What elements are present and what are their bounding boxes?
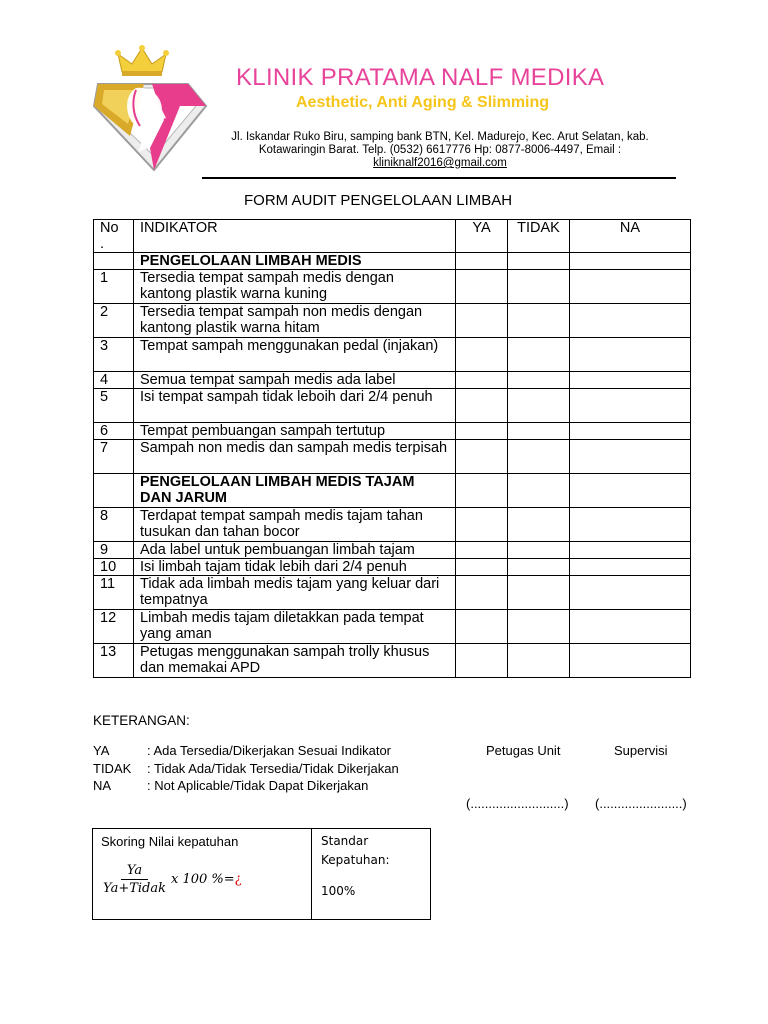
row-indikator: Sampah non medis dan sampah medis terpisah [134,440,456,474]
na-checkbox-cell[interactable] [570,338,691,372]
ya-checkbox-cell[interactable] [456,270,508,304]
tidak-checkbox-cell[interactable] [508,372,570,389]
row-number: 4 [94,372,134,389]
scoring-title: Skoring Nilai kepatuhan [101,834,239,849]
row-indikator: Tersedia tempat sampah medis dengan kantong plastik warna kuning [134,270,456,304]
legend-code-tidak: TIDAK [93,761,132,776]
row-number: 2 [94,304,134,338]
row-number: 1 [94,270,134,304]
legend-code-na: NA [93,778,112,793]
row-indikator: PENGELOLAAN LIMBAH MEDIS TAJAM DAN JARUM [134,474,456,508]
header-divider [202,177,676,179]
section-row [94,253,691,270]
legend-desc-ya: : Ada Tersedia/Dikerjakan Sesuai Indikator [147,743,392,758]
ya-checkbox-cell [456,253,508,270]
row-number: 7 [94,440,134,474]
tidak-checkbox-cell[interactable] [508,559,570,576]
address-line-1: Jl. Iskandar Ruko Biru, samping bank BTN, Kel. Madurejo, Kec. Arut Selatan, kab. [231,131,649,143]
na-checkbox-cell[interactable] [570,559,691,576]
ya-checkbox-cell[interactable] [456,389,508,423]
na-checkbox-cell[interactable] [570,644,691,678]
row-indikator: Semua tempat sampah medis ada label [134,372,456,389]
formula-numerator: Ya [121,863,148,880]
petugas-signature-blank: (..........................) [466,796,569,811]
row-indikator: Isi tempat sampah tidak leboih dari 2/4 penuh [134,389,456,423]
ya-checkbox-cell[interactable] [456,338,508,372]
legend-desc-tidak: : Tidak Ada/Tidak Tersedia/Tidak Dikerjakan [147,761,399,776]
row-number: 6 [94,423,134,440]
table-row [94,270,691,304]
tidak-checkbox-cell[interactable] [508,576,570,610]
ya-checkbox-cell[interactable] [456,440,508,474]
row-number: 12 [94,610,134,644]
row-indikator: Isi limbah tajam tidak lebih dari 2/4 penuh [134,559,456,576]
header-no: No . [94,220,134,253]
form-title: FORM AUDIT PENGELOLAAN LIMBAH [244,192,513,209]
standard-label-line1: Standar [321,834,369,848]
legend-code-ya: YA [93,743,110,758]
na-checkbox-cell[interactable] [570,372,691,389]
row-indikator: Tidak ada limbah medis tajam yang keluar dari tempatnya [134,576,456,610]
row-indikator: Ada label untuk pembuangan limbah tajam [134,542,456,559]
ya-checkbox-cell[interactable] [456,372,508,389]
tidak-checkbox-cell[interactable] [508,304,570,338]
row-indikator: Limbah medis tajam diletakkan pada tempat yang aman [134,610,456,644]
ya-checkbox-cell[interactable] [456,610,508,644]
keterangan-title: KETERANGAN: [93,713,190,728]
table-row [94,372,691,389]
tidak-checkbox-cell[interactable] [508,542,570,559]
table-header-row [94,220,691,253]
tidak-checkbox-cell[interactable] [508,423,570,440]
row-number: 11 [94,576,134,610]
na-checkbox-cell[interactable] [570,270,691,304]
table-row [94,304,691,338]
standard-label-line2: Kepatuhan: [321,853,390,867]
supervisi-label: Supervisi [614,743,668,758]
na-checkbox-cell[interactable] [570,440,691,474]
tidak-checkbox-cell[interactable] [508,389,570,423]
tidak-checkbox-cell[interactable] [508,440,570,474]
na-checkbox-cell [570,474,691,508]
table-row [94,423,691,440]
clinic-tagline: Aesthetic, Anti Aging & Slimming [296,94,550,111]
section-row [94,474,691,508]
audit-table [93,219,691,678]
tidak-checkbox-cell[interactable] [508,610,570,644]
table-row [94,338,691,372]
row-indikator: Tempat sampah menggunakan pedal (injakan) [134,338,456,372]
crown-icon [115,45,169,76]
ya-checkbox-cell[interactable] [456,423,508,440]
row-number: 8 [94,508,134,542]
scoring-box [92,828,431,920]
table-row [94,576,691,610]
na-checkbox-cell[interactable] [570,389,691,423]
row-indikator: Terdapat tempat sampah medis tajam tahan tusukan dan tahan bocor [134,508,456,542]
na-checkbox-cell[interactable] [570,508,691,542]
row-number: 13 [94,644,134,678]
tidak-checkbox-cell[interactable] [508,270,570,304]
formula-multiplier: x 100 %= [171,872,235,887]
formula-result: ¿ [234,872,242,887]
tidak-checkbox-cell[interactable] [508,338,570,372]
row-number: 9 [94,542,134,559]
na-checkbox-cell[interactable] [570,542,691,559]
header-indikator: INDIKATOR [134,220,456,253]
tidak-checkbox-cell [508,474,570,508]
row-indikator: Tempat pembuangan sampah tertutup [134,423,456,440]
petugas-unit-label: Petugas Unit [486,743,561,758]
tidak-checkbox-cell[interactable] [508,644,570,678]
formula-denominator: Ya+Tidak [103,881,166,896]
ya-checkbox-cell[interactable] [456,542,508,559]
na-checkbox-cell [570,253,691,270]
row-number: 3 [94,338,134,372]
scoring-divider [311,829,312,919]
row-number: 10 [94,559,134,576]
row-indikator: Petugas menggunakan sampah trolly khusus dan memakai APD [134,644,456,678]
row-number [94,253,134,270]
clinic-name: KLINIK PRATAMA NALF MEDIKA [236,64,605,91]
table-row [94,508,691,542]
ya-checkbox-cell [456,474,508,508]
row-indikator: Tersedia tempat sampah non medis dengan kantong plastik warna hitam [134,304,456,338]
table-row [94,610,691,644]
row-number [94,474,134,508]
supervisi-signature-blank: (.......................) [595,796,687,811]
table-row [94,440,691,474]
row-number: 5 [94,389,134,423]
compliance-formula [101,863,242,896]
header-tidak: TIDAK [508,220,570,253]
standard-value: 100% [321,884,356,898]
header-ya: YA [456,220,508,253]
na-checkbox-cell[interactable] [570,423,691,440]
ya-checkbox-cell[interactable] [456,644,508,678]
table-row [94,389,691,423]
formula-fraction [101,863,168,896]
na-checkbox-cell[interactable] [570,576,691,610]
ya-checkbox-cell[interactable] [456,559,508,576]
clinic-logo [92,44,208,172]
table-row [94,644,691,678]
tidak-checkbox-cell [508,253,570,270]
na-checkbox-cell[interactable] [570,304,691,338]
ya-checkbox-cell[interactable] [456,576,508,610]
address-line-2: Kotawaringin Barat. Telp. (0532) 6617776 Hp: 0877-8006-4497, Email : [258,144,622,156]
ya-checkbox-cell[interactable] [456,304,508,338]
email-link[interactable]: kliniknalf2016@gmail.com [373,157,507,169]
ya-checkbox-cell[interactable] [456,508,508,542]
table-row [94,542,691,559]
tidak-checkbox-cell[interactable] [508,508,570,542]
table-row [94,559,691,576]
row-indikator: PENGELOLAAN LIMBAH MEDIS [134,253,456,270]
na-checkbox-cell[interactable] [570,610,691,644]
header-na: NA [570,220,691,253]
legend-desc-na: : Not Aplicable/Tidak Dapat Dikerjakan [147,778,369,793]
